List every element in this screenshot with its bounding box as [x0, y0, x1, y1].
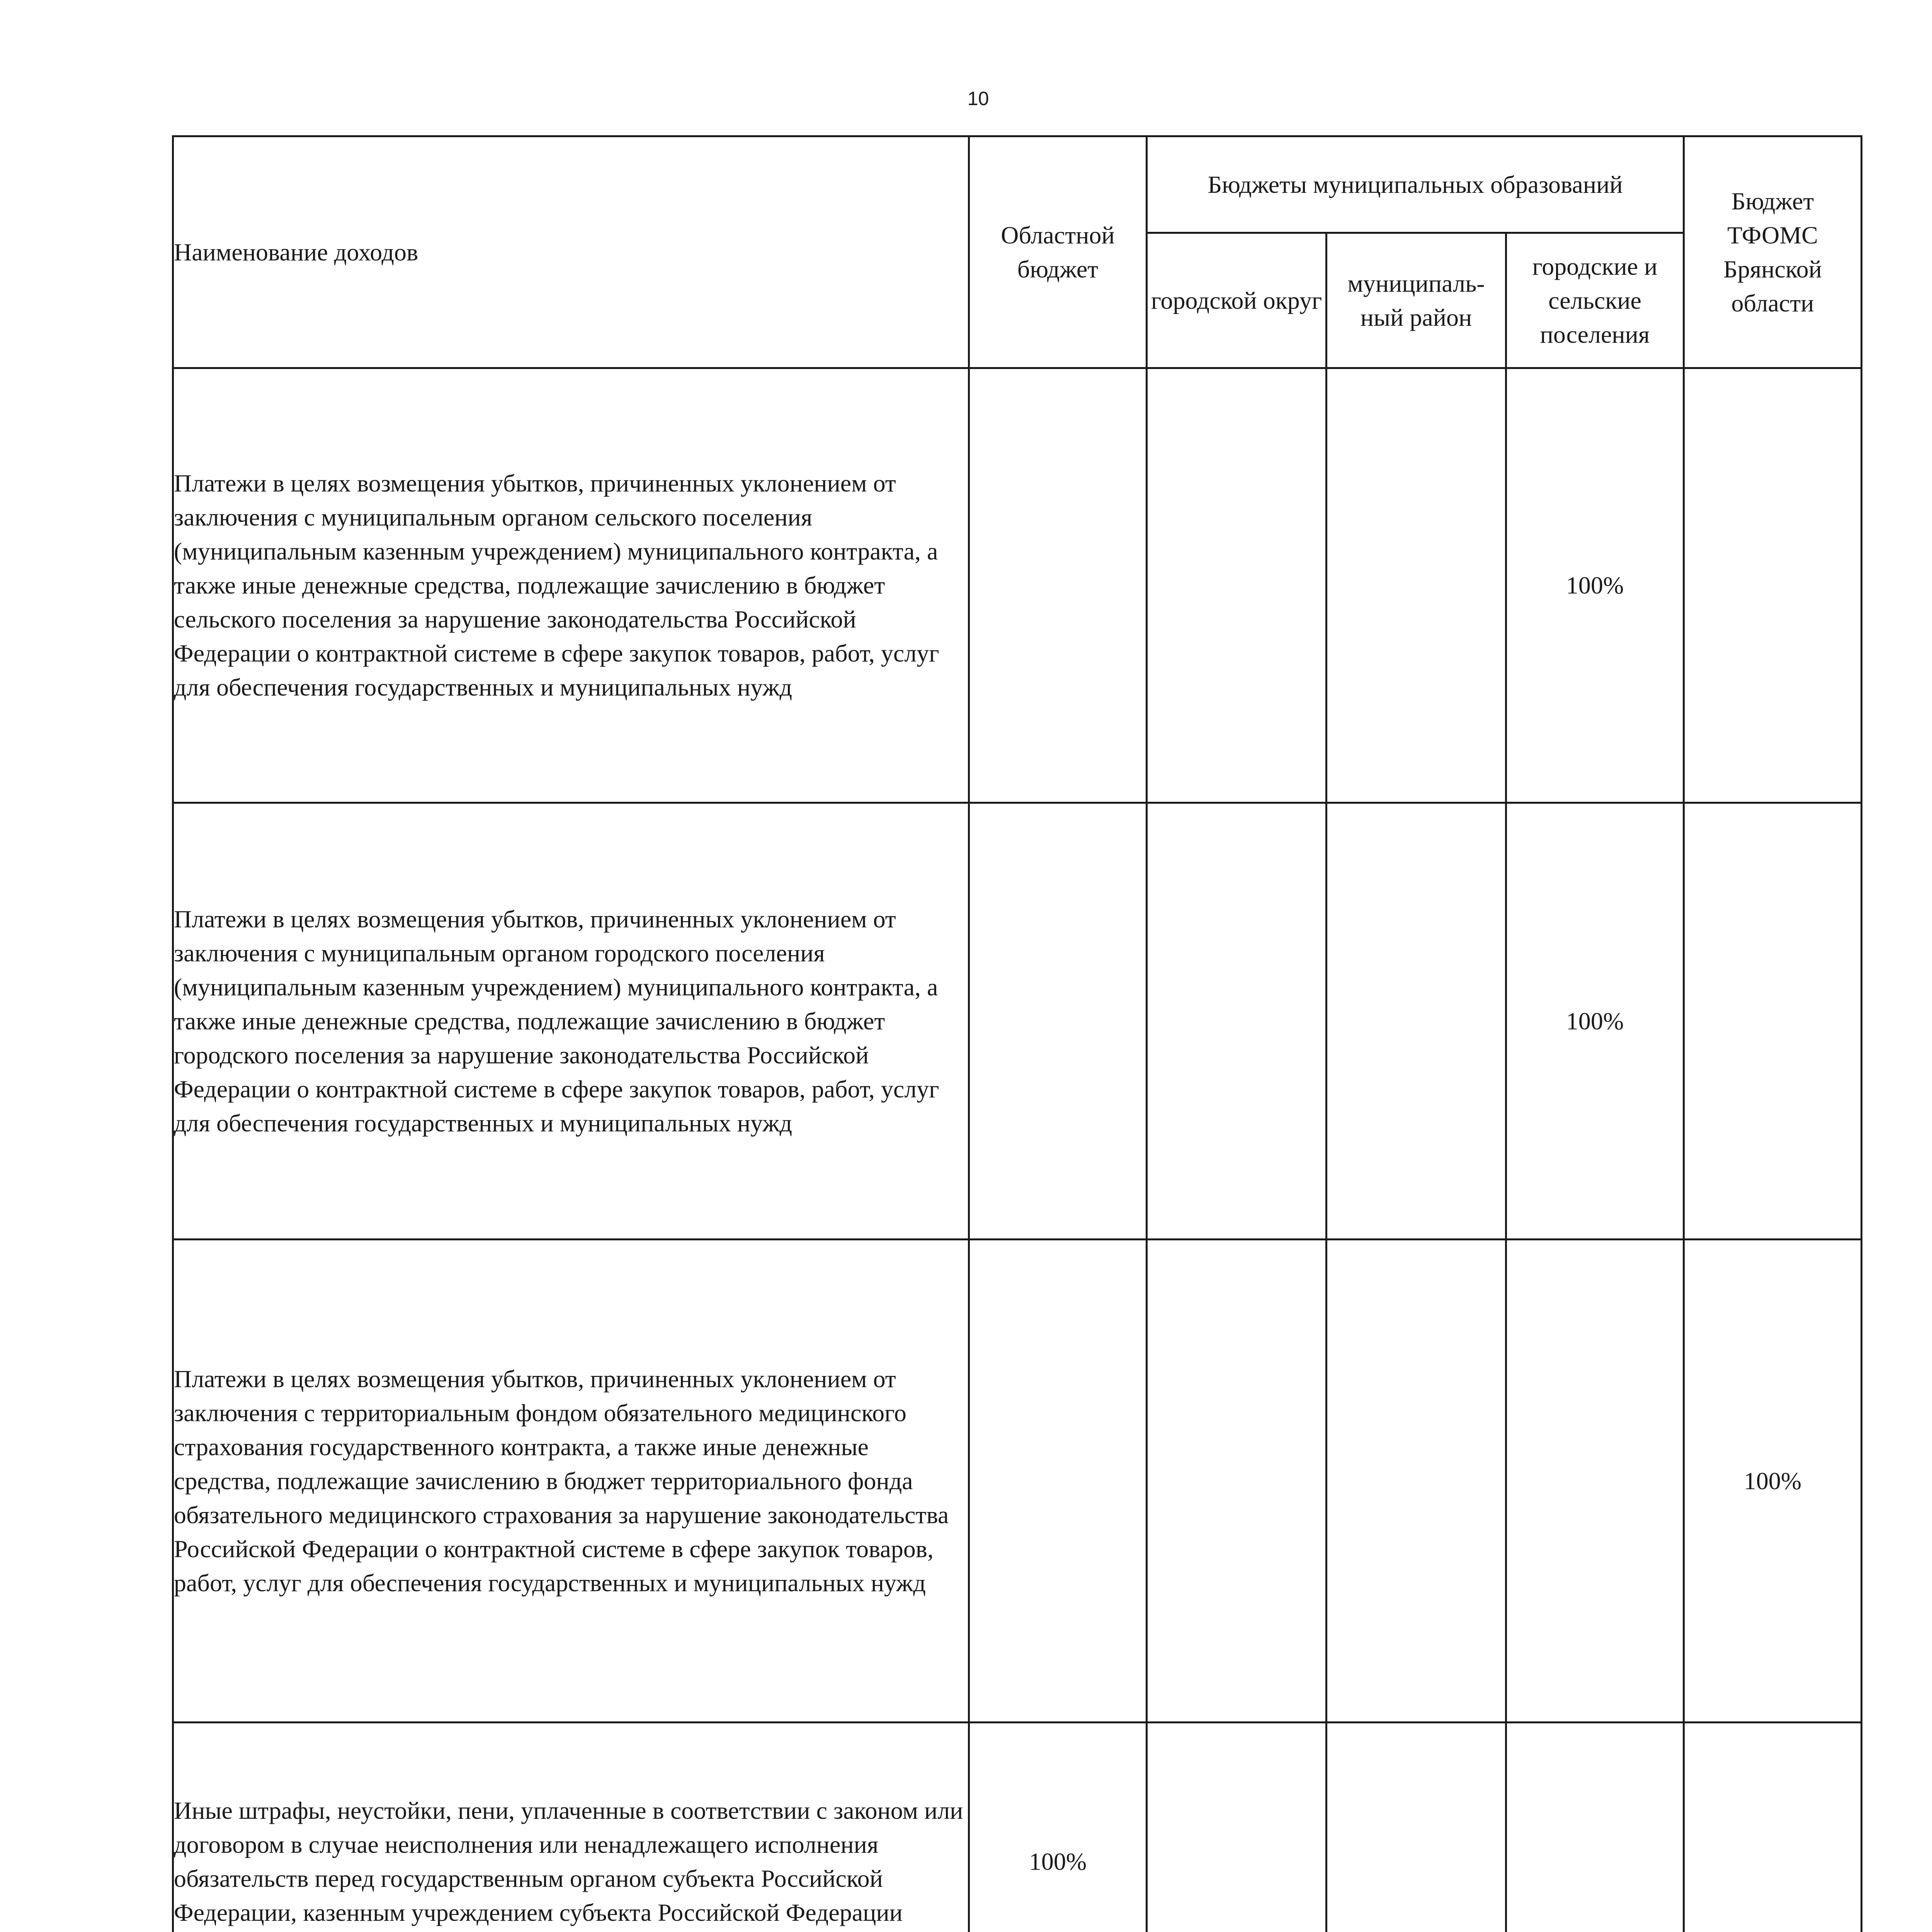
- municipal-share-cell: [1327, 1240, 1506, 1723]
- header-regional-budget: Областной бюджет: [969, 136, 1147, 368]
- municipal-share-cell: [1327, 803, 1506, 1240]
- city-share-cell: [1147, 1240, 1327, 1723]
- tfoms-share-cell: [1684, 368, 1862, 803]
- header-urban-rural-settlements: городские и сельские поселения: [1506, 233, 1684, 368]
- header-municipal-budgets: Бюджеты муниципальных образований: [1147, 136, 1684, 233]
- header-municipal-district: муниципаль-ный район: [1327, 233, 1506, 368]
- tfoms-share-cell: 100%: [1684, 1240, 1862, 1723]
- income-name-cell: Платежи в целях возмещения убытков, причиненных уклонением от заключения с муниципальным органом городского поселения (муниципальным казенным учреждением) муниципального контракта, а также иные денежные средства, подлежащие зачислению в бюджет городского поселения за нарушение законодательства Российской Федерации о контрактной системе в сфере закупок товаров, работ, услуг для обеспечения государственных и муниципальных нужд: [173, 803, 969, 1240]
- income-name-cell: Иные штрафы, неустойки, пени, уплаченные в соответствии с законом или договором в случае неисполнения или ненадлежащего исполнения обязательств перед государственным органом субъекта Российской Федерации, казенным учреждением субъекта Российской Федерации: [173, 1723, 969, 1932]
- header-tfoms-budget: Бюджет ТФОМС Брянской области: [1684, 136, 1862, 368]
- regional-share-cell: [969, 368, 1147, 803]
- table-row: [173, 368, 1862, 803]
- tfoms-share-cell: [1684, 1723, 1862, 1932]
- header-city-district: городской округ: [1147, 233, 1327, 368]
- regional-share-cell: 100%: [969, 1723, 1147, 1932]
- municipal-share-cell: [1327, 368, 1506, 803]
- settlements-share-cell: [1506, 1723, 1684, 1932]
- settlements-share-cell: 100%: [1506, 803, 1684, 1240]
- table-row: [173, 1240, 1862, 1723]
- municipal-share-cell: [1327, 1723, 1506, 1932]
- income-distribution-table: [172, 135, 1862, 1932]
- city-share-cell: [1147, 803, 1327, 1240]
- settlements-share-cell: 100%: [1506, 368, 1684, 803]
- regional-share-cell: [969, 1240, 1147, 1723]
- regional-share-cell: [969, 803, 1147, 1240]
- settlements-share-cell: [1506, 1240, 1684, 1723]
- income-name-cell: Платежи в целях возмещения убытков, причиненных уклонением от заключения с муниципальным органом сельского поселения (муниципальным казенным учреждением) муниципального контракта, а также иные денежные средства, подлежащие зачислению в бюджет сельского поселения за нарушение законодательства Российской Федерации о контрактной системе в сфере закупок товаров, работ, услуг для обеспечения государственных и муниципальных нужд: [173, 368, 969, 803]
- income-name-cell: Платежи в целях возмещения убытков, причиненных уклонением от заключения с территориальным фондом обязательного медицинского страхования государственного контракта, а также иные денежные средства, подлежащие зачислению в бюджет территориального фонда обязательного медицинского страхования за нарушение законодательства Российской Федерации о контрактной системе в сфере закупок товаров, работ, услуг для обеспечения государственных и муниципальных нужд: [173, 1240, 969, 1723]
- header-income-name: Наименование доходов: [173, 136, 969, 368]
- city-share-cell: [1147, 368, 1327, 803]
- table-row: [173, 803, 1862, 1240]
- city-share-cell: [1147, 1723, 1327, 1932]
- page-number: 10: [967, 88, 989, 109]
- table-row: [173, 1723, 1862, 1932]
- tfoms-share-cell: [1684, 803, 1862, 1240]
